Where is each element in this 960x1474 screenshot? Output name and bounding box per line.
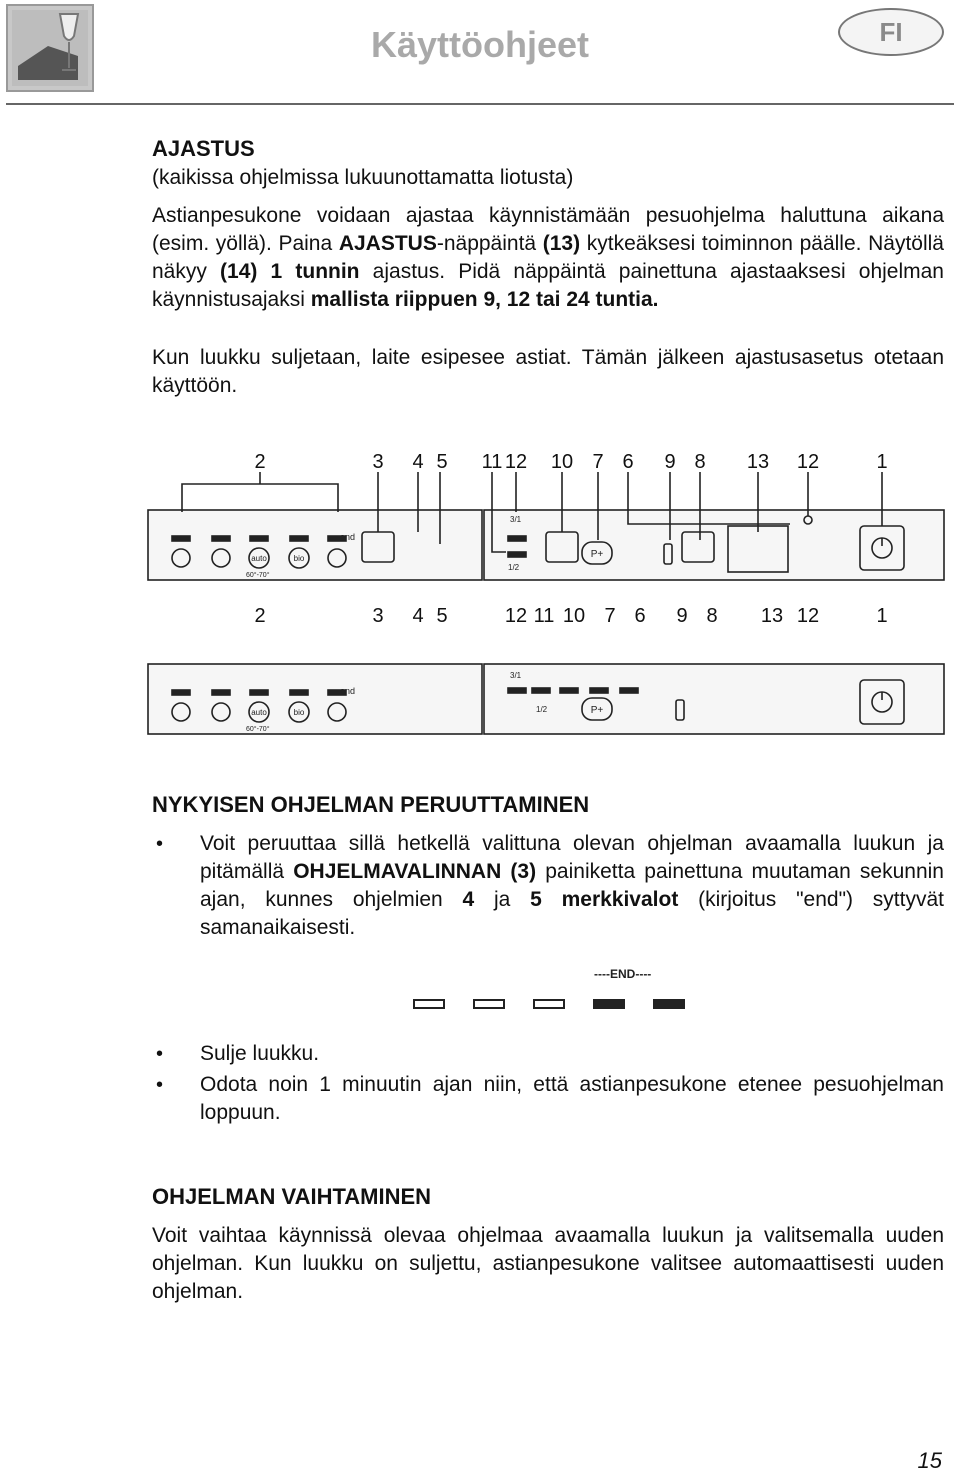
panel-bottom-plus-text: P+ bbox=[590, 705, 604, 716]
panel-top-label-2: 4 bbox=[412, 451, 424, 473]
panel-top-label-0: 2 bbox=[254, 451, 266, 473]
timer-subheading: (kaikissa ohjelmissa lukuunottamatta liotusta) bbox=[152, 166, 574, 189]
panel-bottom-auto-text: auto bbox=[251, 708, 267, 717]
panel-top-label-4: 11 bbox=[481, 451, 503, 473]
panel-top-label-9: 9 bbox=[664, 451, 676, 473]
panel-top-label-13: 1 bbox=[876, 451, 888, 473]
cancel-bullet-list-1 bbox=[152, 830, 944, 942]
panel-top-label-7: 7 bbox=[592, 451, 604, 473]
panel-top-half-text: 1/2 bbox=[508, 563, 520, 572]
timer-heading: AJASTUS bbox=[152, 136, 255, 161]
panel-top-bio-text: bio bbox=[293, 554, 305, 563]
panel-top-auto-text: auto bbox=[251, 554, 267, 563]
panel-top-third-text: 3/1 bbox=[510, 515, 522, 524]
panel-top-label-1: 3 bbox=[372, 451, 384, 473]
panel-bottom-label-0: 2 bbox=[254, 605, 266, 627]
panel-bottom-bio-text: bio bbox=[293, 708, 305, 717]
panel-bottom-label-3: 5 bbox=[436, 605, 448, 627]
cancel-bullet-list-2 bbox=[152, 1040, 944, 1127]
language-badge: FI bbox=[838, 8, 944, 56]
change-paragraph: Voit vaihtaa käynnissä olevaa ohjelmaa avaamalla luukun ja valitsemalla uuden ohjelman. Kun luukku on suljettu, astianpesukone valitsee automaattisesti uuden ohjelman. bbox=[152, 1224, 944, 1303]
panel-top-end-text: end bbox=[340, 532, 356, 542]
timer-paragraph-2: Kun luukku suljetaan, laite esipesee astiat. Tämän jälkeen ajastusasetus otetaan käyttöön. bbox=[152, 346, 944, 397]
end-indicator-diagram bbox=[408, 962, 698, 1014]
page-title: Käyttöohjeet bbox=[370, 24, 590, 65]
panel-bottom-label-11: 13 bbox=[760, 605, 784, 627]
panel-bottom-label-9: 9 bbox=[676, 605, 688, 627]
cancel-bullet-3: • Odota noin 1 minuutin ajan niin, että astianpesukone etenee pesuohjelman loppuun. bbox=[152, 1071, 944, 1127]
panel-bottom-end-text: end bbox=[340, 686, 356, 696]
panel-bottom-label-5: 11 bbox=[533, 605, 555, 627]
panel-bottom-label-10: 8 bbox=[706, 605, 718, 627]
panel-bottom-label-1: 3 bbox=[372, 605, 384, 627]
panel-bottom-temp-text: 60°-70° bbox=[246, 726, 270, 733]
panel-top-label-6: 10 bbox=[550, 451, 574, 473]
control-panel-bottom bbox=[140, 594, 952, 744]
panel-bottom-half-text: 1/2 bbox=[536, 705, 548, 714]
panel-bottom-label-13: 1 bbox=[876, 605, 888, 627]
cancel-heading: NYKYISEN OHJELMAN PERUUTTAMINEN bbox=[152, 792, 590, 817]
panel-bottom-label-2: 4 bbox=[412, 605, 424, 627]
cancel-bullet-1: • Voit peruuttaa sillä hetkellä valittuna olevan ohjelman avaamalla luukun ja pitämällä OHJELMAVALINNAN (3) painiketta painettuna muutaman sekunnin ajan, kunnes ohjelmien 4 ja 5 merkkivalot (kirjoitus "end") syttyvät samanaikaisesti. bbox=[152, 830, 944, 942]
control-panel-top bbox=[140, 440, 952, 590]
panel-top-label-3: 5 bbox=[436, 451, 448, 473]
page-number: 15 bbox=[917, 1448, 942, 1473]
timer-paragraph-1: Astianpesukone voidaan ajastaa käynnistämään pesuohjelma haluttuna aikana (esim. yöllä). Paina AJASTUS-näppäintä (13) kytkeäksesi toiminnon päälle. Näytöllä näkyy (14) 1 tunnin ajastus. Pidä näppäintä painettuna ajastaaksesi ohjelman käynnistusajaksi mallista riippuen 9, 12 tai 24 tuntia. bbox=[152, 204, 944, 311]
panel-bottom-label-6: 10 bbox=[562, 605, 586, 627]
panel-bottom-label-7: 7 bbox=[604, 605, 616, 627]
change-heading: OHJELMAN VAIHTAMINEN bbox=[152, 1184, 432, 1209]
panel-bottom-label-8: 6 bbox=[634, 605, 646, 627]
header-divider bbox=[6, 103, 954, 105]
panel-top-label-12: 12 bbox=[796, 451, 820, 473]
panel-top-label-10: 8 bbox=[694, 451, 706, 473]
panel-bottom-label-4: 12 bbox=[504, 605, 528, 627]
end-label: ----END---- bbox=[594, 967, 652, 981]
panel-top-plus-text: P+ bbox=[590, 549, 604, 560]
cancel-bullet-2: • Sulje luukku. bbox=[152, 1040, 944, 1068]
panel-top-temp-text: 60°-70° bbox=[246, 572, 270, 579]
panel-bottom-third-text: 3/1 bbox=[510, 671, 522, 680]
panel-top-label-11: 13 bbox=[746, 451, 770, 473]
panel-top-label-5: 12 bbox=[504, 451, 528, 473]
panel-top-label-8: 6 bbox=[622, 451, 634, 473]
panel-bottom-label-12: 12 bbox=[796, 605, 820, 627]
